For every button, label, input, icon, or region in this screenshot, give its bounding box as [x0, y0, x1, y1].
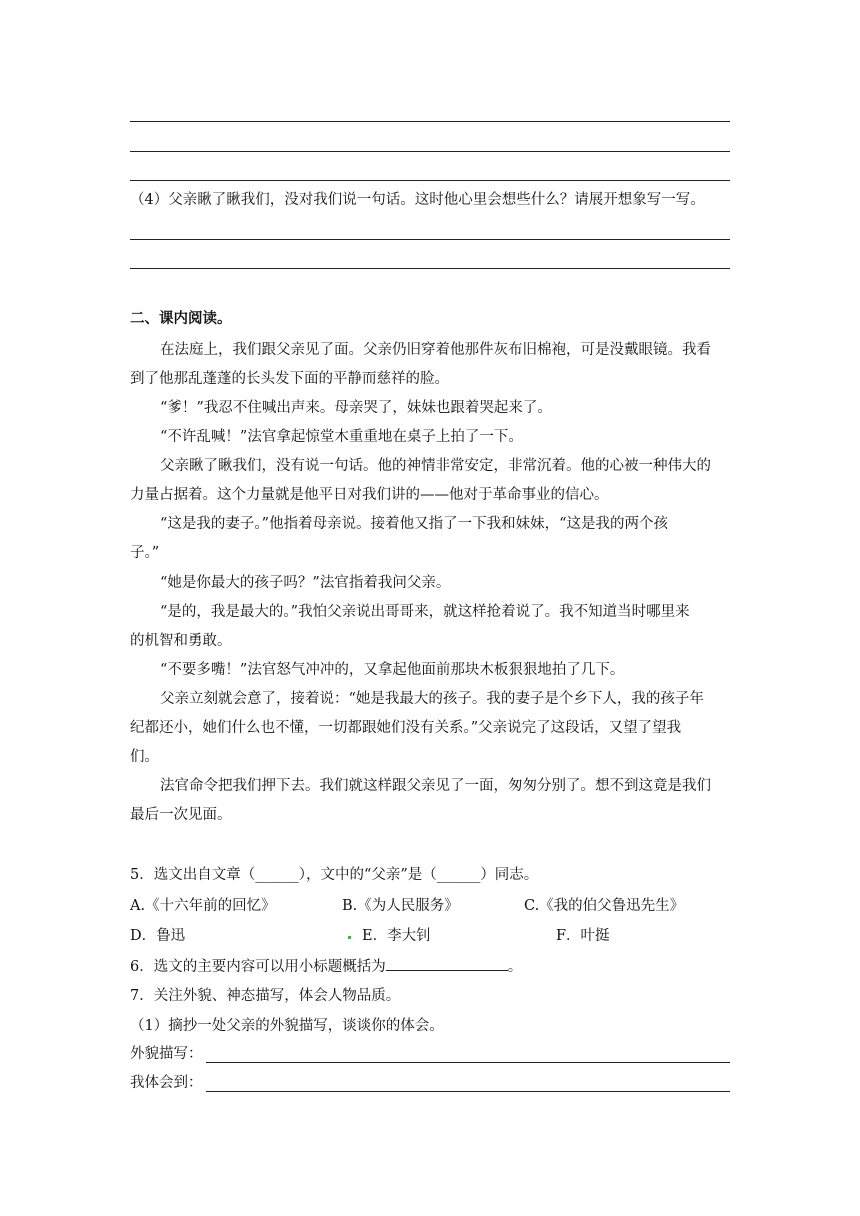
- option-f[interactable]: F．叶挺: [556, 928, 610, 944]
- passage-line: 的机智和勇敢。: [130, 633, 232, 649]
- stray-mark: [348, 936, 351, 939]
- passage-line: 力量占据着。这个力量就是他平日对我们讲的——他对于革命事业的信心。: [130, 487, 609, 503]
- passage-line: 纪都还小，她们什么也不懂，一切都跟她们没有关系。”父亲说完了这段话，又望了望我: [130, 720, 682, 736]
- question-6: [130, 956, 730, 977]
- passage-line: 在法庭上，我们跟父亲见了面。父亲仍旧穿着他那件灰布旧棉袍，可是没戴眼镜。我看: [160, 342, 711, 358]
- question-6-end: 。: [507, 959, 523, 975]
- answer-line[interactable]: [130, 180, 730, 181]
- passage-line: “不要多嘴！”法官怒气冲冲的，又拿起他面前那块木板狠狠地拍了几下。: [160, 662, 625, 678]
- appearance-label: 外貌描写：: [130, 1046, 203, 1062]
- feeling-label: 我体会到：: [130, 1075, 203, 1091]
- question-5-blank-1[interactable]: ______: [255, 867, 299, 883]
- feeling-row: [130, 1073, 730, 1095]
- answer-line[interactable]: [130, 268, 730, 269]
- option-c[interactable]: C.《我的伯父鲁迅先生》: [524, 898, 685, 914]
- passage-line: “她是你最大的孩子吗？”法官指着我问父亲。: [160, 575, 451, 591]
- question-5-text: ）同志。: [480, 867, 539, 883]
- answer-line[interactable]: [130, 151, 730, 152]
- passage-line: “爹！”我忍不住喊出声来。母亲哭了，妹妹也跟着哭起来了。: [160, 400, 552, 416]
- question-7: 7．关注外貌、神态描写，体会人物品质。: [130, 988, 401, 1004]
- passage-line: 子。”: [130, 545, 160, 561]
- question-5-text: 5．选文出自文章（: [130, 867, 256, 883]
- answer-line[interactable]: [130, 121, 730, 122]
- option-e[interactable]: E．李大钊: [362, 928, 431, 944]
- question-6-blank[interactable]: [386, 956, 508, 971]
- appearance-row: [130, 1044, 730, 1066]
- question-6-text: 6．选文的主要内容可以用小标题概括为: [130, 959, 386, 975]
- passage-line: 法官命令把我们押下去。我们就这样跟父亲见了一面，匆匆分别了。想不到这竟是我们: [160, 778, 711, 794]
- question-5-text: ），文中的“父亲”是（: [298, 867, 437, 883]
- passage-line: 父亲立刻就会意了，接着说：“她是我最大的孩子。我的妻子是个乡下人，我的孩子年: [160, 691, 704, 707]
- question-7-sub-1: （1）摘抄一处父亲的外貌描写，谈谈你的体会。: [130, 1018, 444, 1034]
- passage-line: “这是我的妻子。”他指着母亲说。接着他又指了一下我和妹妹，“这是我的两个孩: [160, 516, 668, 532]
- passage-line: “是的，我是最大的。”我怕父亲说出哥哥来，就这样抢着说了。我不知道当时哪里来: [160, 604, 690, 620]
- passage-line: 们。: [130, 749, 159, 765]
- answer-line[interactable]: [130, 239, 730, 240]
- question-5-blank-2[interactable]: ______: [436, 867, 481, 883]
- question-4: （4）父亲瞅了瞅我们，没对我们说一句话。这时他心里会想些什么？请展开想象写一写。: [130, 192, 705, 208]
- appearance-answer-line[interactable]: [206, 1062, 730, 1063]
- passage-line: 最后一次见面。: [130, 807, 232, 823]
- section-heading: 二、课内阅读。: [130, 311, 232, 327]
- option-d[interactable]: D．鲁迅: [130, 928, 186, 944]
- feeling-answer-line[interactable]: [206, 1091, 730, 1092]
- option-a[interactable]: A.《十六年前的回忆》: [130, 898, 276, 914]
- question-5: [130, 865, 730, 885]
- passage-line: 父亲瞅了瞅我们，没有说一句话。他的神情非常安定，非常沉着。他的心被一种伟大的: [160, 458, 711, 474]
- passage-line: 到了他那乱蓬蓬的长头发下面的平静而慈祥的脸。: [130, 371, 449, 387]
- passage-line: “不许乱喊！”法官拿起惊堂木重重地在桌子上拍了一下。: [160, 429, 523, 445]
- option-b[interactable]: B.《为人民服务》: [342, 898, 459, 914]
